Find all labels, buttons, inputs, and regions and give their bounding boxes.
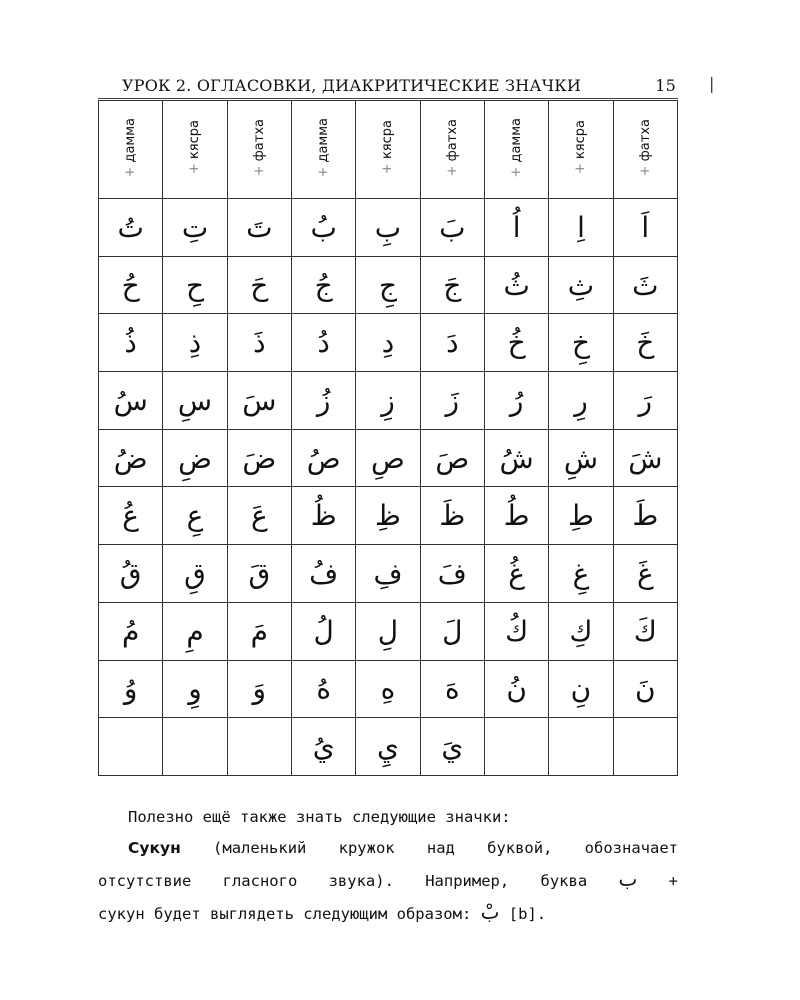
letter-cell: بِ <box>356 199 420 257</box>
letter-cell <box>613 718 677 776</box>
letter-cell <box>549 718 613 776</box>
letter-cell: لَ <box>420 602 484 660</box>
letter-cell: شُ <box>484 429 548 487</box>
letter-cell: خَ <box>613 314 677 372</box>
letter-cell: هَ <box>420 660 484 718</box>
paragraph-line: Сукун (маленький кружок над буквой, обозначает <box>128 839 678 857</box>
letter-cell: بَ <box>420 199 484 257</box>
letter-cell <box>484 718 548 776</box>
table-row <box>99 372 678 430</box>
column-header: + фатха <box>227 101 291 199</box>
letter-cell: ثِ <box>549 256 613 314</box>
letter-cell: وُ <box>99 660 163 718</box>
letter-cell: زِ <box>356 372 420 430</box>
letter-cell: زُ <box>291 372 355 430</box>
letter-cell: مَ <box>227 602 291 660</box>
letter-cell: دَ <box>420 314 484 372</box>
letter-cell: نِ <box>549 660 613 718</box>
letter-cell: اِ <box>549 199 613 257</box>
column-header: + фатха <box>420 101 484 199</box>
table-row <box>99 429 678 487</box>
letter-cell: خُ <box>484 314 548 372</box>
letter-cell: رُ <box>484 372 548 430</box>
table-row <box>99 256 678 314</box>
letter-cell: طُ <box>484 487 548 545</box>
letter-cell: لِ <box>356 602 420 660</box>
letter-cell: يِ <box>356 718 420 776</box>
letter-cell: صِ <box>356 429 420 487</box>
plus-sign: + <box>668 872 678 890</box>
letter-cell: فَ <box>420 545 484 603</box>
column-header: + фатха <box>613 101 677 199</box>
letter-cell: لُ <box>291 602 355 660</box>
letter-cell: شَ <box>613 429 677 487</box>
table-row <box>99 487 678 545</box>
letter-cell: كِ <box>549 602 613 660</box>
letter-cell: جِ <box>356 256 420 314</box>
letter-cell: ذُ <box>99 314 163 372</box>
letter-cell: اَ <box>613 199 677 257</box>
letter-cell: تُ <box>99 199 163 257</box>
letter-cell: هِ <box>356 660 420 718</box>
letter-cell: كُ <box>484 602 548 660</box>
letter-cell: مِ <box>163 602 227 660</box>
letter-cell <box>99 718 163 776</box>
table-row <box>99 660 678 718</box>
letter-ba-sukun: بْ <box>480 900 500 924</box>
letter-cell: شِ <box>549 429 613 487</box>
letter-cell: فِ <box>356 545 420 603</box>
letter-cell: ضُ <box>99 429 163 487</box>
letter-cell: حَ <box>227 256 291 314</box>
letter-cell: عِ <box>163 487 227 545</box>
vowel-marks-table <box>98 100 678 776</box>
table-row <box>99 314 678 372</box>
letter-cell: يُ <box>291 718 355 776</box>
letter-cell: مُ <box>99 602 163 660</box>
table-row <box>99 602 678 660</box>
letter-cell: كَ <box>613 602 677 660</box>
letter-cell: ضَ <box>227 429 291 487</box>
letter-cell: تِ <box>163 199 227 257</box>
column-header: + кясра <box>163 101 227 199</box>
chapter-title: УРОК 2. ОГЛАСОВКИ, ДИАКРИТИЧЕСКИЕ ЗНАЧКИ <box>122 76 582 95</box>
column-header: + кясра <box>356 101 420 199</box>
letter-cell: ضِ <box>163 429 227 487</box>
letter-ba: ب <box>618 867 638 891</box>
letter-cell: غَ <box>613 545 677 603</box>
letter-cell: ذَ <box>227 314 291 372</box>
column-header: + дамма <box>99 101 163 199</box>
letter-cell: طِ <box>549 487 613 545</box>
page-number: 15 <box>655 76 676 95</box>
letter-cell: هُ <box>291 660 355 718</box>
header-separator: | <box>709 74 715 93</box>
table-row <box>99 718 678 776</box>
letter-cell: نُ <box>484 660 548 718</box>
table-row <box>99 545 678 603</box>
letter-cell: حُ <box>99 256 163 314</box>
letter-cell: قَ <box>227 545 291 603</box>
transliteration: [b]. <box>508 905 547 923</box>
letter-cell: قُ <box>99 545 163 603</box>
sukun-term: Сукун <box>128 839 181 857</box>
letter-cell: رَ <box>613 372 677 430</box>
letter-cell: عَ <box>227 487 291 545</box>
letter-cell: ظَ <box>420 487 484 545</box>
column-header: + кясра <box>549 101 613 199</box>
letter-cell: طَ <box>613 487 677 545</box>
letter-cell: بُ <box>291 199 355 257</box>
letter-cell: اُ <box>484 199 548 257</box>
table-row <box>99 199 678 257</box>
letter-cell: قِ <box>163 545 227 603</box>
column-header: + дамма <box>291 101 355 199</box>
letter-cell: فُ <box>291 545 355 603</box>
letter-cell: تَ <box>227 199 291 257</box>
letter-cell: سِ <box>163 372 227 430</box>
letter-cell: جَ <box>420 256 484 314</box>
letter-cell: صُ <box>291 429 355 487</box>
letter-cell: نَ <box>613 660 677 718</box>
letter-cell: غِ <box>549 545 613 603</box>
paragraph-line: отсутствие гласного звука). Например, буква ب + <box>98 867 678 891</box>
sukun-paragraph <box>98 833 678 930</box>
letter-cell: ثَ <box>613 256 677 314</box>
letter-cell: دُ <box>291 314 355 372</box>
letter-cell: عُ <box>99 487 163 545</box>
letter-cell: وَ <box>227 660 291 718</box>
running-header <box>98 74 715 99</box>
letter-cell: زَ <box>420 372 484 430</box>
letter-cell: ذِ <box>163 314 227 372</box>
letter-cell: دِ <box>356 314 420 372</box>
letter-cell: ظُ <box>291 487 355 545</box>
letter-cell <box>163 718 227 776</box>
letter-cell: ظِ <box>356 487 420 545</box>
paragraph-line: сукун будет выглядеть следующим образом: بْ [b]. <box>98 900 547 924</box>
letter-cell: وِ <box>163 660 227 718</box>
column-header: + дамма <box>484 101 548 199</box>
table-body <box>99 199 678 776</box>
letter-cell: سَ <box>227 372 291 430</box>
letter-cell: ثُ <box>484 256 548 314</box>
letter-cell: خِ <box>549 314 613 372</box>
letter-cell: رِ <box>549 372 613 430</box>
header-row <box>99 101 678 199</box>
letter-cell: غُ <box>484 545 548 603</box>
letter-cell: يَ <box>420 718 484 776</box>
letter-cell: حِ <box>163 256 227 314</box>
letter-cell <box>227 718 291 776</box>
intro-paragraph: Полезно ещё также знать следующие значки: <box>128 808 511 826</box>
letter-cell: صَ <box>420 429 484 487</box>
letter-cell: جُ <box>291 256 355 314</box>
letter-cell: سُ <box>99 372 163 430</box>
